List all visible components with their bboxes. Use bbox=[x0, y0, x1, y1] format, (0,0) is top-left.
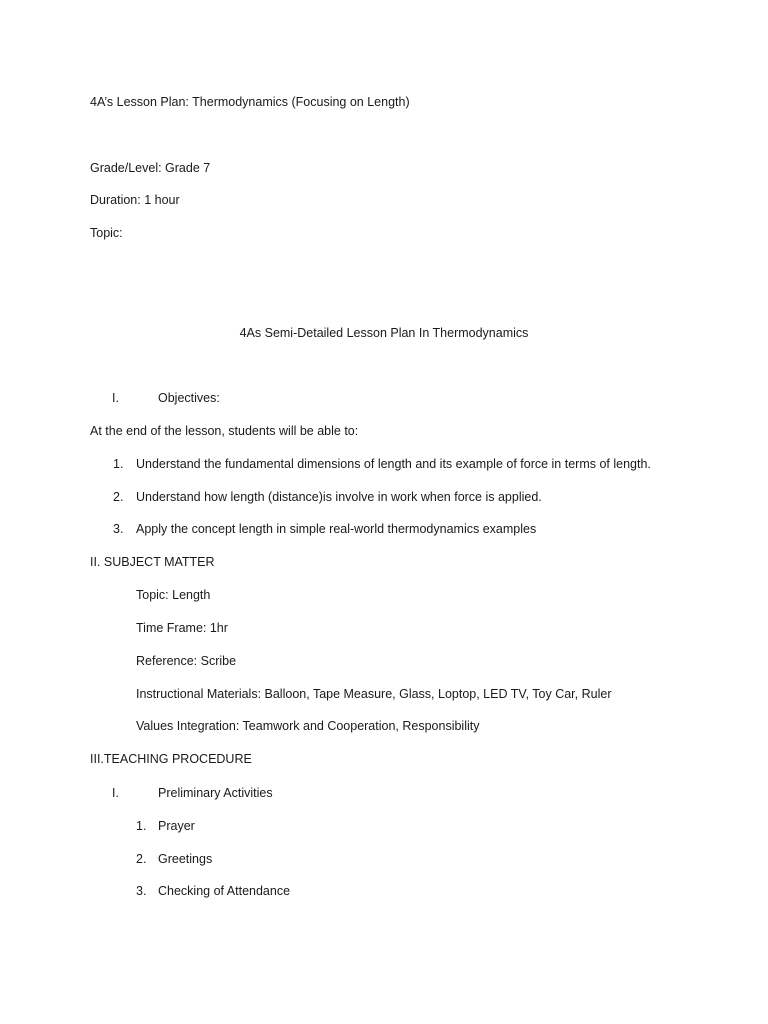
subject-materials: Instructional Materials: Balloon, Tape Measure, Glass, Loptop, LED TV, Toy Car, Ruler bbox=[136, 687, 612, 701]
procedure-item: Prayer bbox=[158, 819, 195, 833]
grade-level: Grade/Level: Grade 7 bbox=[90, 161, 211, 175]
subject-matter-heading: II. SUBJECT MATTER bbox=[90, 555, 215, 569]
objectives-numeral: I. bbox=[112, 391, 119, 405]
topic-label: Topic: bbox=[90, 226, 123, 240]
objective-item: Understand how length (distance)is involve in work when force is applied. bbox=[136, 490, 542, 504]
procedure-heading: III.TEACHING PROCEDURE bbox=[90, 752, 252, 766]
procedure-item: Checking of Attendance bbox=[158, 884, 291, 898]
procedure-item: Greetings bbox=[158, 852, 213, 866]
subject-values: Values Integration: Teamwork and Cooperation, Responsibility bbox=[136, 719, 480, 733]
duration: Duration: 1 hour bbox=[90, 193, 180, 207]
objective-item: Apply the concept length in simple real-world thermodynamics examples bbox=[136, 522, 537, 536]
subject-reference: Reference: Scribe bbox=[136, 654, 237, 668]
procedure-label: Preliminary Activities bbox=[158, 786, 273, 800]
subject-topic: Topic: Length bbox=[136, 588, 211, 602]
procedure-number: 2. bbox=[136, 852, 147, 866]
document-title: 4A’s Lesson Plan: Thermodynamics (Focusing on Length) bbox=[90, 95, 410, 109]
objectives-intro: At the end of the lesson, students will be able to: bbox=[90, 424, 359, 438]
procedure-number: 1. bbox=[136, 819, 147, 833]
procedure-number: 3. bbox=[136, 884, 147, 898]
objectives-label: Objectives: bbox=[158, 391, 220, 405]
subject-time-frame: Time Frame: 1hr bbox=[136, 621, 228, 635]
objective-number: 2. bbox=[113, 490, 124, 504]
procedure-numeral: I. bbox=[112, 786, 119, 800]
objective-item: Understand the fundamental dimensions of length and its example of force in terms of length. bbox=[136, 457, 651, 471]
objective-number: 1. bbox=[113, 457, 124, 471]
objective-number: 3. bbox=[113, 522, 124, 536]
plan-heading: 4As Semi-Detailed Lesson Plan In Thermodynamics bbox=[239, 326, 529, 340]
